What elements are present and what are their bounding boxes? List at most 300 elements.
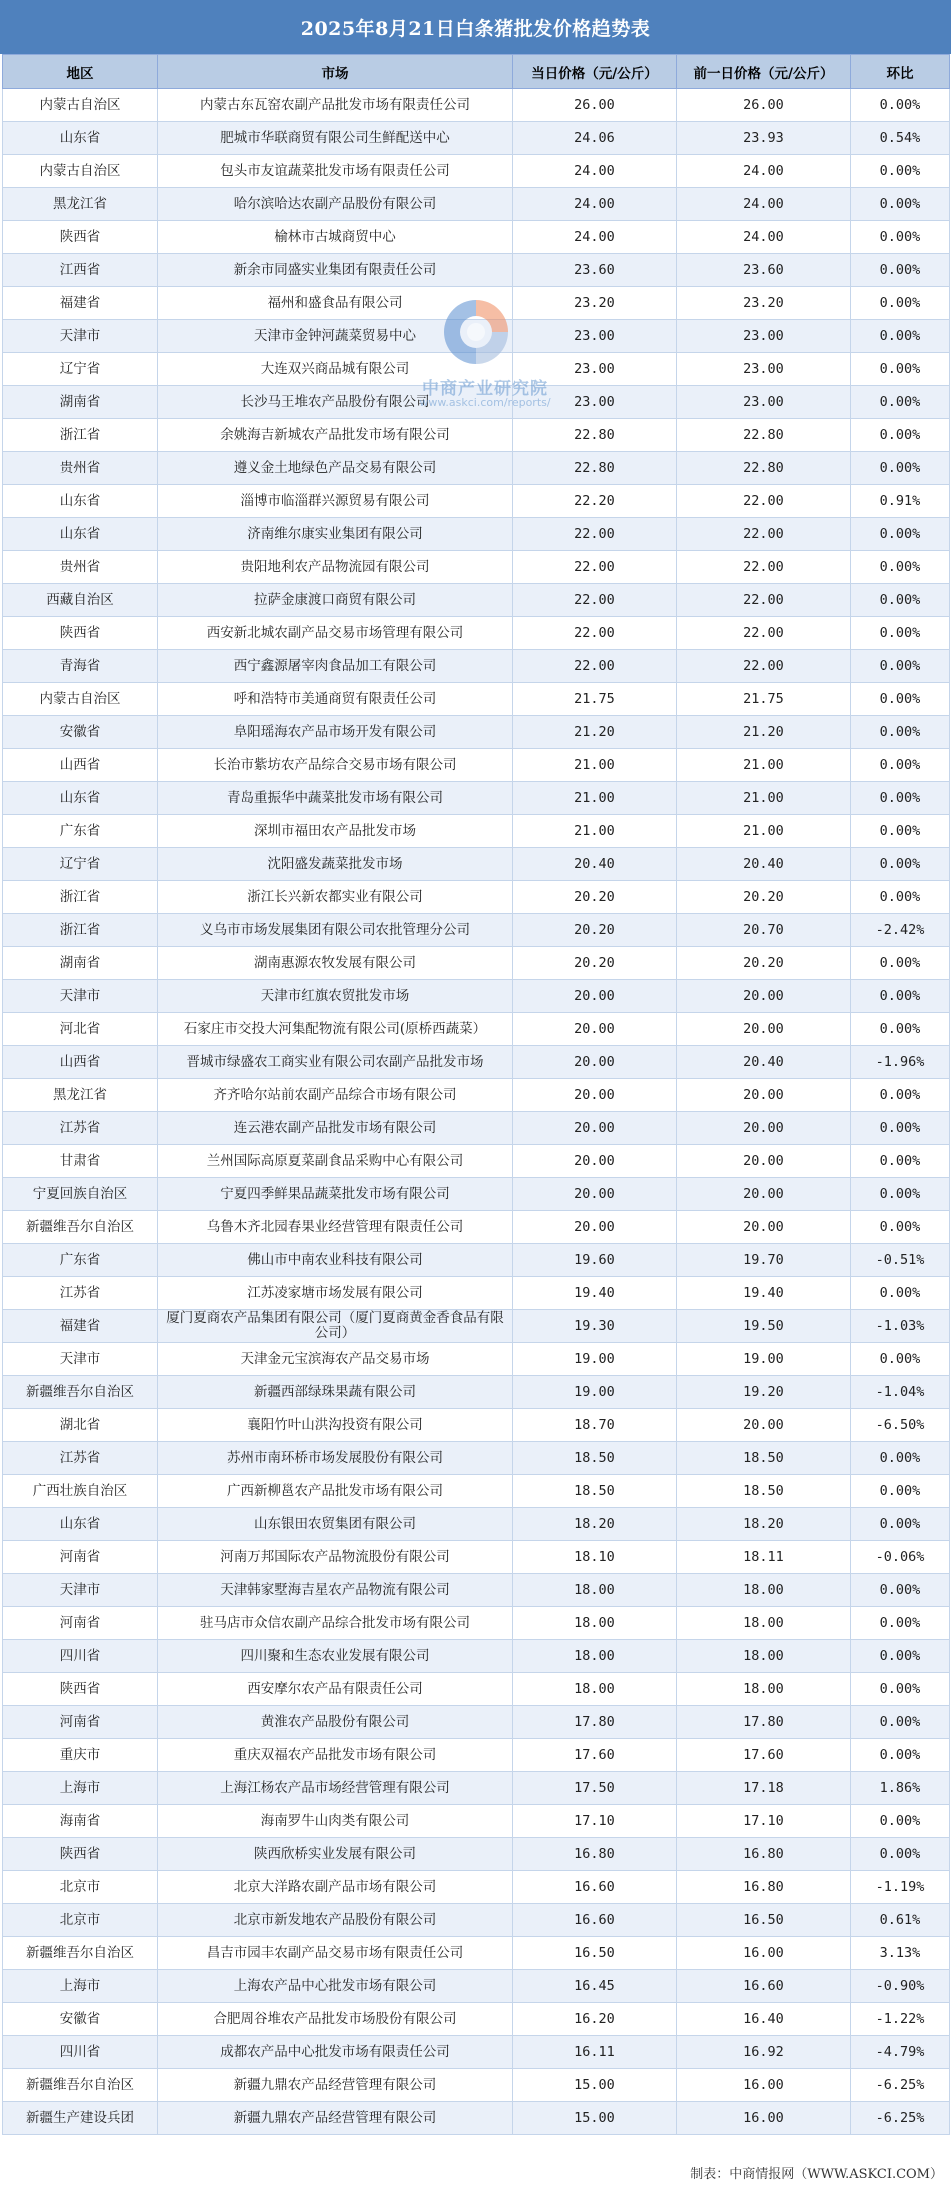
table-row — [3, 1871, 950, 1904]
cell-previous-price: 16.50 — [677, 1904, 851, 1937]
cell-previous-price: 22.00 — [677, 485, 851, 518]
cell-previous-price: 20.20 — [677, 947, 851, 980]
cell-change: 0.00% — [851, 1178, 950, 1211]
cell-today-price: 18.00 — [513, 1640, 677, 1673]
cell-today-price: 16.60 — [513, 1871, 677, 1904]
cell-today-price: 16.60 — [513, 1904, 677, 1937]
cell-change: 0.00% — [851, 1211, 950, 1244]
cell-region: 宁夏回族自治区 — [3, 1178, 158, 1211]
table-row — [3, 1475, 950, 1508]
cell-market: 长沙马王堆农产品股份有限公司 — [158, 386, 513, 419]
cell-market: 肥城市华联商贸有限公司生鲜配送中心 — [158, 122, 513, 155]
table-row — [3, 683, 950, 716]
cell-change: -1.19% — [851, 1871, 950, 1904]
table-row — [3, 716, 950, 749]
cell-region: 浙江省 — [3, 881, 158, 914]
cell-region: 浙江省 — [3, 914, 158, 947]
cell-change: 0.00% — [851, 1145, 950, 1178]
cell-previous-price: 22.00 — [677, 650, 851, 683]
cell-region: 内蒙古自治区 — [3, 89, 158, 122]
cell-previous-price: 18.00 — [677, 1673, 851, 1706]
cell-today-price: 22.80 — [513, 419, 677, 452]
cell-region: 山东省 — [3, 782, 158, 815]
cell-region: 湖南省 — [3, 947, 158, 980]
cell-previous-price: 19.70 — [677, 1244, 851, 1277]
cell-market: 湖南惠源农牧发展有限公司 — [158, 947, 513, 980]
cell-market: 驻马店市众信农副产品综合批发市场有限公司 — [158, 1607, 513, 1640]
table-row — [3, 2102, 950, 2135]
cell-today-price: 19.30 — [513, 1310, 677, 1343]
cell-region: 青海省 — [3, 650, 158, 683]
cell-market: 襄阳竹叶山洪沟投资有限公司 — [158, 1409, 513, 1442]
cell-previous-price: 17.80 — [677, 1706, 851, 1739]
cell-change: 0.54% — [851, 122, 950, 155]
cell-change: 3.13% — [851, 1937, 950, 1970]
table-row — [3, 386, 950, 419]
cell-today-price: 16.50 — [513, 1937, 677, 1970]
cell-change: 0.00% — [851, 386, 950, 419]
table-row — [3, 2069, 950, 2102]
table-row — [3, 881, 950, 914]
cell-market: 余姚海吉新城农产品批发市场有限公司 — [158, 419, 513, 452]
cell-market: 福州和盛食品有限公司 — [158, 287, 513, 320]
cell-market: 深圳市福田农产品批发市场 — [158, 815, 513, 848]
cell-change: 0.00% — [851, 815, 950, 848]
cell-change: 0.00% — [851, 1079, 950, 1112]
cell-change: 0.00% — [851, 1277, 950, 1310]
table-row — [3, 1310, 950, 1343]
cell-previous-price: 23.93 — [677, 122, 851, 155]
cell-market: 淄博市临淄群兴源贸易有限公司 — [158, 485, 513, 518]
cell-previous-price: 24.00 — [677, 155, 851, 188]
cell-market: 江苏凌家塘市场发展有限公司 — [158, 1277, 513, 1310]
cell-region: 上海市 — [3, 1772, 158, 1805]
table-row — [3, 122, 950, 155]
cell-today-price: 15.00 — [513, 2102, 677, 2135]
cell-region: 四川省 — [3, 2036, 158, 2069]
column-header-market: 市场 — [158, 55, 513, 89]
cell-today-price: 24.00 — [513, 188, 677, 221]
cell-market: 广西新柳邕农产品批发市场有限公司 — [158, 1475, 513, 1508]
cell-previous-price: 20.70 — [677, 914, 851, 947]
cell-previous-price: 19.50 — [677, 1310, 851, 1343]
table-title: 2025年8月21日白条猪批发价格趋势表 — [0, 0, 951, 54]
cell-market: 哈尔滨哈达农副产品股份有限公司 — [158, 188, 513, 221]
cell-change: 0.00% — [851, 353, 950, 386]
cell-region: 安徽省 — [3, 716, 158, 749]
table-row — [3, 1244, 950, 1277]
cell-market: 遵义金土地绿色产品交易有限公司 — [158, 452, 513, 485]
cell-region: 陕西省 — [3, 617, 158, 650]
cell-previous-price: 17.60 — [677, 1739, 851, 1772]
cell-previous-price: 22.00 — [677, 617, 851, 650]
cell-market: 天津市金钟河蔬菜贸易中心 — [158, 320, 513, 353]
cell-market: 济南维尔康实业集团有限公司 — [158, 518, 513, 551]
watermark-url: www.askci.com/reports/ — [419, 396, 551, 409]
cell-market: 宁夏四季鲜果品蔬菜批发市场有限公司 — [158, 1178, 513, 1211]
cell-today-price: 18.10 — [513, 1541, 677, 1574]
cell-previous-price: 16.92 — [677, 2036, 851, 2069]
cell-previous-price: 18.20 — [677, 1508, 851, 1541]
table-row — [3, 1112, 950, 1145]
cell-previous-price: 16.60 — [677, 1970, 851, 2003]
table-row — [3, 1970, 950, 2003]
cell-today-price: 21.00 — [513, 782, 677, 815]
cell-today-price: 20.20 — [513, 914, 677, 947]
table-row — [3, 1640, 950, 1673]
cell-previous-price: 17.18 — [677, 1772, 851, 1805]
cell-today-price: 22.80 — [513, 452, 677, 485]
cell-today-price: 17.80 — [513, 1706, 677, 1739]
table-row — [3, 155, 950, 188]
cell-change: -6.25% — [851, 2069, 950, 2102]
table-row — [3, 782, 950, 815]
table-row — [3, 914, 950, 947]
table-row — [3, 1442, 950, 1475]
cell-today-price: 22.00 — [513, 551, 677, 584]
cell-region: 辽宁省 — [3, 848, 158, 881]
cell-region: 陕西省 — [3, 221, 158, 254]
table-row — [3, 254, 950, 287]
cell-market: 山东银田农贸集团有限公司 — [158, 1508, 513, 1541]
table-row — [3, 518, 950, 551]
cell-market: 连云港农副产品批发市场有限公司 — [158, 1112, 513, 1145]
cell-today-price: 17.10 — [513, 1805, 677, 1838]
cell-previous-price: 18.00 — [677, 1574, 851, 1607]
cell-region: 山西省 — [3, 1046, 158, 1079]
cell-region: 天津市 — [3, 320, 158, 353]
cell-market: 义乌市市场发展集团有限公司农批管理分公司 — [158, 914, 513, 947]
cell-region: 四川省 — [3, 1640, 158, 1673]
table-row — [3, 1376, 950, 1409]
cell-change: 0.00% — [851, 1640, 950, 1673]
cell-market: 新疆九鼎农产品经营管理有限公司 — [158, 2102, 513, 2135]
cell-market: 陕西欣桥实业发展有限公司 — [158, 1838, 513, 1871]
cell-change: -0.90% — [851, 1970, 950, 2003]
cell-region: 陕西省 — [3, 1838, 158, 1871]
cell-market: 佛山市中南农业科技有限公司 — [158, 1244, 513, 1277]
cell-previous-price: 16.00 — [677, 2102, 851, 2135]
cell-today-price: 19.00 — [513, 1343, 677, 1376]
cell-today-price: 20.00 — [513, 1046, 677, 1079]
cell-previous-price: 18.50 — [677, 1475, 851, 1508]
cell-previous-price: 16.80 — [677, 1871, 851, 1904]
cell-change: 0.00% — [851, 419, 950, 452]
cell-change: 0.00% — [851, 518, 950, 551]
cell-region: 内蒙古自治区 — [3, 155, 158, 188]
table-row — [3, 1574, 950, 1607]
cell-today-price: 17.60 — [513, 1739, 677, 1772]
cell-today-price: 18.00 — [513, 1607, 677, 1640]
cell-previous-price: 23.00 — [677, 353, 851, 386]
cell-region: 新疆维吾尔自治区 — [3, 1376, 158, 1409]
cell-previous-price: 20.00 — [677, 1079, 851, 1112]
cell-region: 新疆维吾尔自治区 — [3, 1211, 158, 1244]
cell-change: -6.25% — [851, 2102, 950, 2135]
cell-today-price: 18.20 — [513, 1508, 677, 1541]
watermark-name: 中商产业研究院 — [422, 379, 548, 399]
table-row — [3, 584, 950, 617]
cell-market: 西宁鑫源屠宰肉食品加工有限公司 — [158, 650, 513, 683]
cell-region: 新疆维吾尔自治区 — [3, 2069, 158, 2102]
cell-region: 江苏省 — [3, 1442, 158, 1475]
cell-market: 天津金元宝滨海农产品交易市场 — [158, 1343, 513, 1376]
table-row — [3, 2003, 950, 2036]
cell-previous-price: 16.00 — [677, 1937, 851, 1970]
cell-region: 浙江省 — [3, 419, 158, 452]
table-row — [3, 1541, 950, 1574]
cell-today-price: 26.00 — [513, 89, 677, 122]
cell-previous-price: 18.11 — [677, 1541, 851, 1574]
cell-region: 湖北省 — [3, 1409, 158, 1442]
cell-today-price: 17.50 — [513, 1772, 677, 1805]
cell-region: 西藏自治区 — [3, 584, 158, 617]
cell-previous-price: 20.40 — [677, 848, 851, 881]
cell-change: -1.22% — [851, 2003, 950, 2036]
cell-market: 浙江长兴新农都实业有限公司 — [158, 881, 513, 914]
cell-region: 北京市 — [3, 1904, 158, 1937]
cell-today-price: 23.20 — [513, 287, 677, 320]
cell-market: 长治市紫坊农产品综合交易市场有限公司 — [158, 749, 513, 782]
cell-region: 江苏省 — [3, 1277, 158, 1310]
cell-previous-price: 20.00 — [677, 1211, 851, 1244]
cell-region: 江苏省 — [3, 1112, 158, 1145]
cell-change: -1.03% — [851, 1310, 950, 1343]
cell-change: 0.00% — [851, 1508, 950, 1541]
cell-previous-price: 20.00 — [677, 1112, 851, 1145]
cell-market: 拉萨金康渡口商贸有限公司 — [158, 584, 513, 617]
cell-region: 天津市 — [3, 1574, 158, 1607]
cell-region: 山东省 — [3, 518, 158, 551]
cell-change: -2.42% — [851, 914, 950, 947]
cell-change: 0.00% — [851, 650, 950, 683]
table-row — [3, 1805, 950, 1838]
cell-previous-price: 23.00 — [677, 320, 851, 353]
cell-region: 福建省 — [3, 1310, 158, 1343]
table-row — [3, 1772, 950, 1805]
cell-today-price: 23.00 — [513, 386, 677, 419]
cell-previous-price: 22.00 — [677, 551, 851, 584]
cell-change: 0.00% — [851, 980, 950, 1013]
cell-change: 0.00% — [851, 617, 950, 650]
cell-previous-price: 16.00 — [677, 2069, 851, 2102]
table-row — [3, 452, 950, 485]
table-row — [3, 551, 950, 584]
cell-region: 山东省 — [3, 122, 158, 155]
cell-change: 0.00% — [851, 1442, 950, 1475]
cell-previous-price: 18.50 — [677, 1442, 851, 1475]
cell-today-price: 22.00 — [513, 518, 677, 551]
cell-market: 西安摩尔农产品有限责任公司 — [158, 1673, 513, 1706]
cell-region: 黑龙江省 — [3, 188, 158, 221]
cell-previous-price: 21.00 — [677, 815, 851, 848]
cell-change: 0.00% — [851, 848, 950, 881]
cell-market: 北京大洋路农副产品市场有限公司 — [158, 1871, 513, 1904]
cell-today-price: 19.00 — [513, 1376, 677, 1409]
cell-change: 0.00% — [851, 1112, 950, 1145]
cell-today-price: 16.20 — [513, 2003, 677, 2036]
cell-market: 石家庄市交投大河集配物流有限公司(原桥西蔬菜） — [158, 1013, 513, 1046]
cell-previous-price: 19.40 — [677, 1277, 851, 1310]
table-header — [3, 55, 950, 89]
cell-previous-price: 21.20 — [677, 716, 851, 749]
cell-change: 0.00% — [851, 947, 950, 980]
cell-today-price: 16.80 — [513, 1838, 677, 1871]
cell-today-price: 22.20 — [513, 485, 677, 518]
table-row — [3, 1607, 950, 1640]
cell-previous-price: 22.80 — [677, 419, 851, 452]
cell-change: -4.79% — [851, 2036, 950, 2069]
cell-previous-price: 20.40 — [677, 1046, 851, 1079]
cell-today-price: 20.00 — [513, 1178, 677, 1211]
cell-today-price: 19.40 — [513, 1277, 677, 1310]
cell-previous-price: 20.00 — [677, 1013, 851, 1046]
cell-change: 0.00% — [851, 1343, 950, 1376]
cell-previous-price: 20.20 — [677, 881, 851, 914]
table-row — [3, 2036, 950, 2069]
cell-previous-price: 17.10 — [677, 1805, 851, 1838]
cell-market: 新疆九鼎农产品经营管理有限公司 — [158, 2069, 513, 2102]
table-body — [3, 89, 950, 2135]
cell-market: 天津市红旗农贸批发市场 — [158, 980, 513, 1013]
cell-change: -0.51% — [851, 1244, 950, 1277]
cell-previous-price: 24.00 — [677, 188, 851, 221]
cell-today-price: 18.50 — [513, 1442, 677, 1475]
cell-market: 北京市新发地农产品股份有限公司 — [158, 1904, 513, 1937]
cell-previous-price: 23.20 — [677, 287, 851, 320]
cell-market: 新疆西部绿珠果蔬有限公司 — [158, 1376, 513, 1409]
cell-change: 0.91% — [851, 485, 950, 518]
cell-market: 齐齐哈尔站前农副产品综合市场有限公司 — [158, 1079, 513, 1112]
cell-today-price: 21.20 — [513, 716, 677, 749]
cell-today-price: 23.00 — [513, 353, 677, 386]
cell-region: 黑龙江省 — [3, 1079, 158, 1112]
cell-market: 海南罗牛山肉类有限公司 — [158, 1805, 513, 1838]
cell-previous-price: 16.40 — [677, 2003, 851, 2036]
cell-region: 安徽省 — [3, 2003, 158, 2036]
cell-region: 重庆市 — [3, 1739, 158, 1772]
table-row — [3, 1409, 950, 1442]
cell-region: 河南省 — [3, 1541, 158, 1574]
cell-region: 广东省 — [3, 815, 158, 848]
cell-previous-price: 20.00 — [677, 1145, 851, 1178]
cell-market: 榆林市古城商贸中心 — [158, 221, 513, 254]
table-row — [3, 1046, 950, 1079]
cell-today-price: 16.45 — [513, 1970, 677, 2003]
cell-change: 0.00% — [851, 254, 950, 287]
cell-today-price: 18.70 — [513, 1409, 677, 1442]
cell-today-price: 20.00 — [513, 1079, 677, 1112]
cell-market: 四川聚和生态农业发展有限公司 — [158, 1640, 513, 1673]
cell-change: 0.00% — [851, 188, 950, 221]
cell-change: 0.00% — [851, 1739, 950, 1772]
cell-change: 0.00% — [851, 155, 950, 188]
table-row — [3, 188, 950, 221]
cell-today-price: 24.00 — [513, 221, 677, 254]
cell-previous-price: 21.00 — [677, 749, 851, 782]
cell-change: 0.00% — [851, 1574, 950, 1607]
cell-region: 贵州省 — [3, 452, 158, 485]
table-row — [3, 848, 950, 881]
cell-today-price: 18.00 — [513, 1574, 677, 1607]
cell-today-price: 18.50 — [513, 1475, 677, 1508]
column-header-change: 环比 — [851, 55, 950, 89]
cell-change: 0.00% — [851, 551, 950, 584]
cell-change: 0.61% — [851, 1904, 950, 1937]
cell-region: 上海市 — [3, 1970, 158, 2003]
cell-region: 广东省 — [3, 1244, 158, 1277]
cell-region: 内蒙古自治区 — [3, 683, 158, 716]
cell-region: 辽宁省 — [3, 353, 158, 386]
cell-change: 0.00% — [851, 320, 950, 353]
cell-change: 0.00% — [851, 584, 950, 617]
table-row — [3, 749, 950, 782]
cell-previous-price: 19.20 — [677, 1376, 851, 1409]
table-row — [3, 650, 950, 683]
cell-region: 北京市 — [3, 1871, 158, 1904]
cell-today-price: 24.06 — [513, 122, 677, 155]
cell-region: 福建省 — [3, 287, 158, 320]
cell-previous-price: 22.80 — [677, 452, 851, 485]
table-row — [3, 485, 950, 518]
cell-today-price: 22.00 — [513, 617, 677, 650]
cell-today-price: 22.00 — [513, 650, 677, 683]
cell-previous-price: 23.00 — [677, 386, 851, 419]
cell-previous-price: 22.00 — [677, 584, 851, 617]
cell-market: 呼和浩特市美通商贸有限责任公司 — [158, 683, 513, 716]
cell-change: -6.50% — [851, 1409, 950, 1442]
cell-market: 阜阳瑶海农产品市场开发有限公司 — [158, 716, 513, 749]
cell-region: 新疆维吾尔自治区 — [3, 1937, 158, 1970]
cell-previous-price: 22.00 — [677, 518, 851, 551]
cell-region: 河北省 — [3, 1013, 158, 1046]
table-row — [3, 1079, 950, 1112]
cell-market: 兰州国际高原夏菜副食品采购中心有限公司 — [158, 1145, 513, 1178]
cell-today-price: 23.60 — [513, 254, 677, 287]
cell-change: 0.00% — [851, 1805, 950, 1838]
cell-region: 广西壮族自治区 — [3, 1475, 158, 1508]
cell-region: 甘肃省 — [3, 1145, 158, 1178]
cell-market: 厦门夏商农产品集团有限公司（厦门夏商黄金香食品有限公司） — [158, 1310, 513, 1343]
cell-previous-price: 20.00 — [677, 1178, 851, 1211]
table-row — [3, 221, 950, 254]
cell-change: 1.86% — [851, 1772, 950, 1805]
cell-previous-price: 26.00 — [677, 89, 851, 122]
cell-change: 0.00% — [851, 749, 950, 782]
cell-region: 湖南省 — [3, 386, 158, 419]
cell-region: 河南省 — [3, 1706, 158, 1739]
cell-market: 天津韩家墅海吉星农产品物流有限公司 — [158, 1574, 513, 1607]
table-row — [3, 1673, 950, 1706]
column-header-previous-price: 前一日价格（元/公斤） — [677, 55, 851, 89]
cell-today-price: 20.00 — [513, 1013, 677, 1046]
cell-today-price: 20.00 — [513, 1211, 677, 1244]
cell-today-price: 20.20 — [513, 881, 677, 914]
cell-change: 0.00% — [851, 881, 950, 914]
cell-market: 上海江杨农产品市场经营管理有限公司 — [158, 1772, 513, 1805]
cell-market: 河南万邦国际农产品物流股份有限公司 — [158, 1541, 513, 1574]
cell-change: 0.00% — [851, 287, 950, 320]
table-row — [3, 1904, 950, 1937]
table-row — [3, 1706, 950, 1739]
table-row — [3, 287, 950, 320]
cell-today-price: 21.00 — [513, 815, 677, 848]
cell-market: 沈阳盛发蔬菜批发市场 — [158, 848, 513, 881]
cell-market: 内蒙古东瓦窑农副产品批发市场有限责任公司 — [158, 89, 513, 122]
cell-change: 0.00% — [851, 1706, 950, 1739]
cell-market: 大连双兴商品城有限公司 — [158, 353, 513, 386]
column-header-today-price: 当日价格（元/公斤） — [513, 55, 677, 89]
